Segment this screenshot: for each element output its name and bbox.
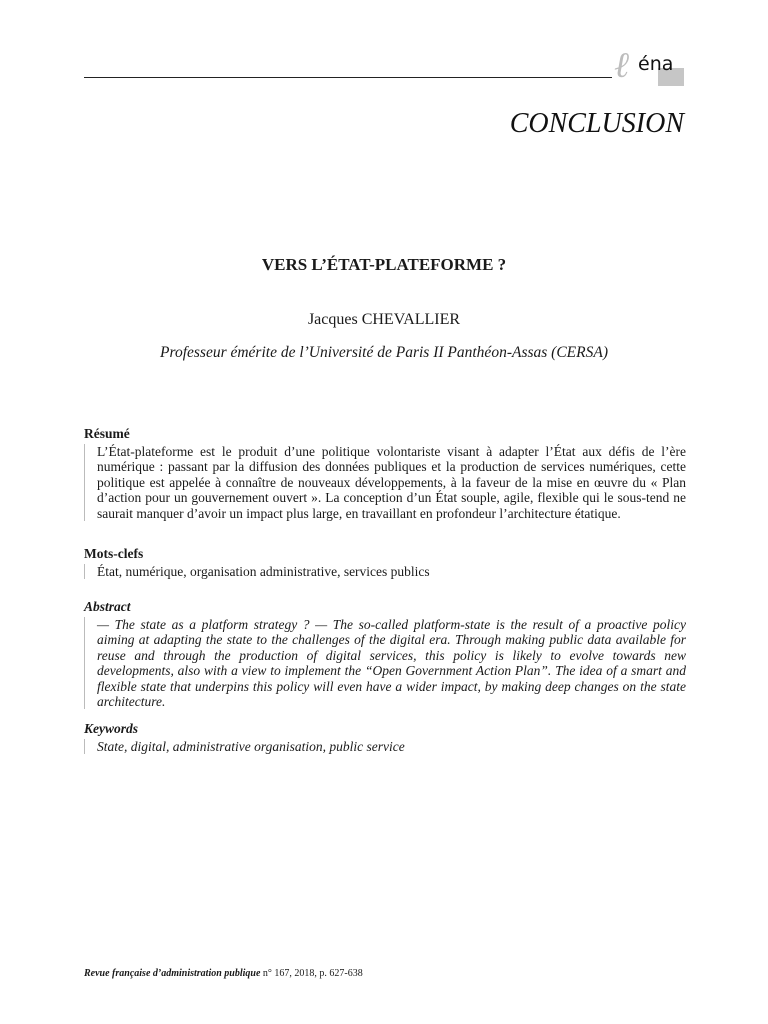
- resume-section: [84, 426, 686, 521]
- keywords-section: [84, 721, 686, 754]
- ena-logo: [612, 46, 686, 86]
- keywords-label: Keywords: [84, 721, 138, 736]
- author-affiliation: Professeur émérite de l’Université de Paris II Panthéon-Assas (CERSA): [160, 344, 608, 361]
- article-title: VERS L’ÉTAT-PLATEFORME ?: [261, 255, 507, 274]
- resume-label: Résumé: [84, 426, 130, 441]
- logo-swash: ℓ: [614, 45, 629, 86]
- journal-footer: [84, 968, 363, 979]
- logo-text: éna: [638, 53, 674, 75]
- journal-issue: n° 167, 2018, p. 627-638: [262, 968, 363, 979]
- mots-clefs-section: [84, 546, 686, 579]
- resume-text: L’État-plateforme est le produit d’une politique volontariste visant à adapter l’État aux défis de l’ère numérique : passant par la diffusion des données publiques et la production de services numériques, cette politique est appelée à connaître de nouveaux développements, à la faveur de la mise en œuvre du « Plan d’action pour un gouvernement ouvert ». La conception d’un État souple, agile, flexible qui le sous-tend ne saurait manquer d’avoir un impact plus large, en travaillant en profondeur l’architecture étatique.: [84, 444, 686, 521]
- keywords-text: State, digital, administrative organisation, public service: [84, 739, 686, 754]
- header-rule: [84, 77, 612, 78]
- abstract-label: Abstract: [84, 599, 131, 614]
- mots-clefs-label: Mots-clefs: [84, 546, 144, 561]
- author-name: Jacques CHEVALLIER: [307, 311, 461, 328]
- abstract-section: [84, 599, 686, 709]
- abstract-text: — The state as a platform strategy ? — The so-called platform-state is the result of a proactive policy aiming at adapting the state to the challenges of the digital era. Through making public data available for reuse and through the production of digital services, this policy is likely to evolve towards new developments, also with a view to implement the “Open Government Action Plan”. The idea of a smart and flexible state that underpins this policy will even have a wider impact, by making deep changes on the state architecture.: [84, 617, 686, 709]
- journal-name: Revue française d’administration publique: [84, 968, 261, 979]
- mots-clefs-text: État, numérique, organisation administrative, services publics: [84, 564, 686, 579]
- section-heading: CONCLUSION: [509, 108, 684, 139]
